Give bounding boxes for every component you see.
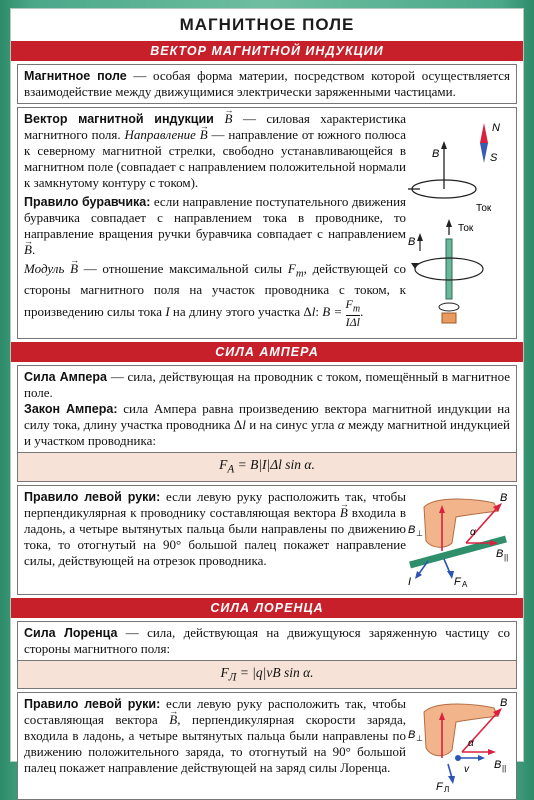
formula-b-lhs: B =: [322, 303, 346, 319]
lorentz-formula: [17, 661, 517, 690]
field-definition-box: [17, 64, 517, 104]
ampere-formula: [17, 453, 517, 482]
lorentz-rule-b: → B: [169, 712, 177, 727]
modulus-text-3: на длину этого участка Δ: [169, 303, 312, 319]
ampere-rule-text-2: входила в ладонь, а четыре вытянутых пальца были направлены по движению тока, то отогнутый на 90° большой палец покажет направление силы, действующей на отрезок проводника.: [24, 504, 406, 568]
gimlet-end: .: [31, 242, 36, 257]
formula-end: .: [360, 303, 364, 319]
lorentz-definition-text: — сила, действующая на движущуюся заряженную частицу со стороны магнитного поля:: [24, 624, 510, 656]
lz-label-bperp: B: [408, 729, 416, 742]
ampere-law-term: Закон Ампера:: [24, 402, 118, 416]
hand-icon: [424, 499, 498, 547]
lorentz-formula-sub: Л: [228, 671, 237, 684]
vector-b-symbol-2: → B: [200, 127, 208, 142]
ampere-law-text-3: между магнитной индукцией и участком проводника:: [24, 417, 511, 448]
amp-label-f: F: [454, 575, 461, 588]
lorentz-formula-rest: = |q|vB sin α.: [236, 664, 314, 680]
label-s: S: [490, 152, 498, 164]
ampere-figure: [406, 489, 514, 591]
section-band-lorentz: СИЛА ЛОРЕНЦА: [11, 598, 523, 618]
lorentz-rule-text-2: , перпендикулярная скорости заряда, входила в ладонь, а четыре вытянутых пальца были направлены по движению положительного заряда, то отогнутый на 90° большой палец покажет направление действующей на заряд силы Лоренца.: [24, 712, 406, 776]
ampere-law-alpha: α: [337, 417, 345, 432]
length-symbol: l: [311, 303, 316, 319]
modulus-text-4: :: [315, 303, 323, 319]
poster: [10, 8, 524, 795]
lorentz-rule-text-1: если левую руку расположить так, чтобы составляющая вектора: [24, 696, 406, 728]
fm-symbol: F: [287, 261, 296, 276]
vector-b-symbol-3: → B: [24, 242, 32, 257]
ampere-rule-box: [17, 485, 517, 595]
vector-b-symbol: → B: [225, 111, 233, 126]
lz-label-bperp-sub: ⊥: [416, 734, 423, 744]
hand-icon-2: [424, 704, 498, 756]
page-title: МАГНИТНОЕ ПОЛЕ: [11, 9, 523, 41]
formula-fraction: [345, 296, 364, 329]
needle-north: [480, 123, 488, 143]
ampere-rule-text-1: если левую руку расположить так, чтобы перпендикулярная к проводнику составляющая вектора: [24, 488, 406, 520]
ampere-formula-rest: = B|I|Δl sin α.: [234, 457, 315, 472]
lz-label-v: v: [464, 764, 469, 776]
amp-label-i: I: [408, 575, 412, 588]
lz-label-f-sub: Л: [444, 785, 450, 795]
field-definition-text: — особая форма материи, посредством которой осуществляется взаимодействие между движущимися электрически заряженными частицами.: [24, 68, 510, 99]
label-current-1: Ток: [476, 203, 492, 214]
label-b-1: B: [432, 148, 440, 160]
lz-label-b: B: [500, 697, 508, 710]
compass-loop-diagram: [406, 111, 514, 331]
fm-subscript: m: [295, 267, 304, 280]
amp-label-bperp: B: [408, 523, 416, 536]
section-band-ampere: СИЛА АМПЕРА: [11, 342, 523, 362]
lz-label-f: F: [436, 781, 443, 794]
ampere-definition-box: [17, 365, 517, 453]
induction-text: [24, 111, 406, 335]
ampere-law-text-2: и на синус угла: [245, 417, 338, 432]
label-n: N: [492, 122, 500, 134]
fraction-numerator: F: [345, 296, 353, 311]
lorentz-rule-term: Правило левой руки:: [24, 697, 161, 712]
gimlet-text: если направление поступательного движения буравчика совпадает с направлением тока в проводнике, то направление вращения ручки буравчика совпадает с направлением: [24, 194, 407, 241]
fraction-numerator-sub: m: [352, 302, 361, 314]
lz-label-alpha: α: [468, 738, 474, 750]
lz-label-bpar-sub: ||: [502, 764, 507, 774]
modulus-label: Модуль: [24, 261, 71, 276]
lorentz-rule-text: [24, 696, 406, 796]
lorentz-formula-f: F: [220, 664, 229, 680]
vector-term: Вектор магнитной индукции: [24, 112, 225, 126]
vector-text-1: — силовая характеристика магнитного поля.: [24, 111, 407, 142]
left-hand-ampere-diagram: [406, 489, 514, 587]
amp-label-bpar-sub: ||: [504, 552, 509, 562]
force-arrow: [444, 559, 450, 573]
induction-box: [17, 107, 517, 339]
fraction-denominator: IΔl: [345, 314, 360, 329]
ampere-rule-b: → B: [340, 505, 348, 520]
field-term: Магнитное поле: [24, 69, 127, 83]
ampere-rule-term: Правило левой руки:: [24, 489, 161, 504]
needle-south: [480, 143, 488, 163]
direction-label: Направление: [124, 127, 200, 142]
current-symbol: I: [165, 303, 170, 319]
amp-label-bpar: B: [496, 547, 504, 560]
lorentz-definition-box: [17, 621, 517, 661]
amp-label-b: B: [500, 491, 508, 504]
ampere-definition-text: — сила, действующая на проводник с током, помещённый в магнитное поле.: [24, 369, 510, 400]
lz-force-arrow: [448, 764, 452, 778]
induction-figures: [406, 111, 514, 335]
section-band-induction: ВЕКТОР МАГНИТНОЙ ИНДУКЦИИ: [11, 41, 523, 61]
ampere-formula-f: F: [219, 457, 228, 472]
gimlet-term: Правило буравчика:: [24, 195, 151, 209]
lorentz-figure: [406, 696, 514, 796]
conductor: [446, 239, 452, 299]
vector-b-symbol-4: → B: [70, 261, 78, 276]
vector-text-2: — направление от южного полюса к северному магнитной стрелки, свободно устанавливающейся в магнитном поле (совпадает с направлением положительной нормали к замкнутому контуру с током).: [24, 127, 406, 190]
label-current-2: Ток: [458, 223, 474, 234]
lorentz-term: Сила Лоренца: [24, 625, 118, 640]
ampere-rule-text: [24, 489, 406, 591]
lz-label-bpar: B: [494, 759, 502, 772]
ampere-formula-sub: A: [227, 463, 235, 476]
gimlet-handle-icon: [442, 313, 456, 323]
amp-label-f-sub: A: [462, 579, 468, 589]
amp-label-bperp-sub: ⊥: [416, 528, 423, 538]
modulus-text-1: — отношение максимальной силы: [78, 261, 288, 276]
ampere-term: Сила Ампера: [24, 370, 107, 384]
label-b-2: B: [408, 236, 416, 248]
ampere-law-l: l: [242, 417, 246, 432]
modulus-text-2: , действующей со стороны магнитного поля на участок проводника с током, к произведению силы тока: [24, 261, 406, 319]
ampere-law-text-1: сила Ампера равна произведению вектора магнитной индукции на силу тока, длину участка проводника Δ: [24, 401, 510, 432]
lorentz-rule-box: [17, 692, 517, 800]
left-hand-lorentz-diagram: [406, 696, 514, 795]
amp-label-alpha: α: [470, 526, 476, 538]
